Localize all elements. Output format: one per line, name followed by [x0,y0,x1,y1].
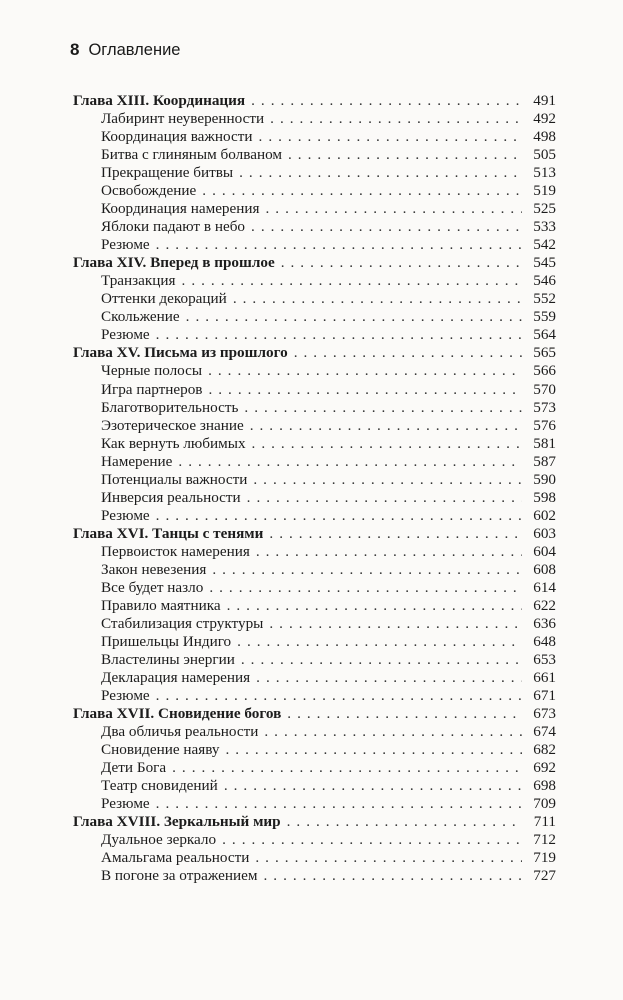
dot-leader [178,453,522,471]
entry-title: Освобождение [101,182,197,200]
toc-entry-row [73,110,556,128]
toc-entry-row [73,146,556,164]
toc-chapter-row [73,705,556,723]
toc-entry-row [73,128,556,146]
page-ref: 546 [533,272,556,290]
dot-leader [252,435,522,453]
page-ref: 519 [533,182,556,200]
dot-leader [247,489,522,507]
toc-entry-row [73,741,556,759]
page-ref: 682 [533,741,556,759]
dot-leader [259,128,522,146]
entry-title: Эзотерическое знание [101,416,244,434]
toc-entry-row [73,182,556,200]
toc-entry-row [73,759,556,777]
entry-title: Первоисток намерения [101,542,250,560]
table-of-contents [73,92,556,885]
page-ref: 604 [533,542,556,560]
toc-chapter-row [73,525,556,543]
dot-leader [251,92,522,110]
dot-leader [239,164,522,182]
toc-entry-row [73,849,556,867]
toc-chapter-row [73,344,556,362]
page-ref: 622 [533,596,556,614]
entry-title: Декларация намерения [101,669,251,686]
entry-title: Властелины энергии [101,650,235,668]
entry-title: Резюме [101,687,150,705]
page-ref: 576 [533,416,556,434]
dot-leader [288,146,522,164]
entry-title: Прекращение битвы [101,164,234,182]
page-ref: 648 [533,632,556,650]
chapter-title: Глава XIV. Вперед в прошлое [73,254,275,272]
dot-leader [269,615,522,633]
toc-entry-row [73,507,556,525]
toc-entry-row [73,290,556,308]
page-ref: 533 [533,218,556,236]
chapter-title: Глава XVII. Сновидение богов [73,705,282,723]
entry-title: Транзакция [101,272,176,290]
toc-entry-row [73,633,556,651]
section-title: Оглавление [88,41,181,59]
entry-title: Как вернуть любимых [101,434,246,452]
page-ref: 505 [533,146,556,164]
dot-leader [264,867,523,885]
dot-leader [250,417,522,435]
page-ref: 525 [533,200,556,218]
entry-title: Резюме [101,236,150,254]
entry-title: Стабилизация структуры [101,614,264,632]
dot-leader [281,254,522,272]
entry-title: Театр сновидений [101,777,218,795]
dot-leader [251,218,522,236]
entry-title: Скольжение [101,308,180,326]
toc-entry-row [73,579,556,597]
entry-title: Резюме [101,795,150,813]
toc-entry-row [73,453,556,471]
toc-chapter-row [73,813,556,831]
toc-entry-row [73,867,556,885]
page-ref: 570 [533,380,556,398]
dot-leader [264,723,522,741]
dot-leader [287,705,522,723]
toc-entry-row [73,435,556,453]
toc-chapter-row [73,254,556,272]
toc-entry-row [73,831,556,849]
entry-title: Резюме [101,506,150,524]
entry-title: Оттенки декораций [101,290,227,308]
entry-title: Амальгама реальности [101,849,250,867]
toc-entry-row [73,777,556,795]
page-ref: 614 [533,578,556,596]
entry-title: Инверсия реальности [101,488,241,506]
entry-title: Битва с глиняным болваном [101,146,283,164]
dot-leader [156,507,522,525]
page-ref: 573 [533,398,556,416]
page-ref: 661 [533,669,556,686]
toc-entry-row [73,687,556,705]
entry-title: Все будет назло [101,578,204,596]
page-ref: 608 [533,560,556,578]
dot-leader [256,669,522,687]
page-ref: 513 [533,164,556,182]
toc-entry-row [73,471,556,489]
chapter-title: Глава XIII. Координация [73,92,246,109]
page-ref: 545 [533,254,556,272]
toc-chapter-row [73,92,556,110]
dot-leader [241,651,522,669]
page-ref: 603 [533,524,556,542]
entry-title: Лабиринт неуверенности [101,110,265,128]
entry-title: Игра партнеров [101,380,203,398]
dot-leader [287,813,522,831]
entry-title: Потенциалы важности [101,470,248,488]
page-ref: 542 [533,236,556,254]
entry-title: Пришельцы Индиго [101,632,232,650]
entry-title: Координация намерения [101,200,260,218]
toc-entry-row [73,399,556,417]
chapter-title: Глава XV. Письма из прошлого [73,344,288,362]
entry-title: В погоне за отражением [101,867,258,885]
dot-leader [202,182,522,200]
entry-title: Два обличья реальности [101,723,259,741]
toc-entry-row [73,236,556,254]
dot-leader [226,741,522,759]
dot-leader [255,849,522,867]
page-ref: 673 [533,705,556,723]
toc-entry-row [73,164,556,182]
page-ref: 498 [533,128,556,146]
toc-entry-row [73,326,556,344]
page-ref: 709 [533,795,556,813]
dot-leader [253,471,522,489]
toc-entry-row [73,597,556,615]
dot-leader [212,561,522,579]
toc-entry-row [73,543,556,561]
entry-title: Закон невезения [101,560,207,578]
page-ref: 565 [533,344,556,362]
chapter-title: Глава XVI. Танцы с тенями [73,524,264,542]
page-ref: 566 [533,362,556,380]
dot-leader [182,272,522,290]
dot-leader [294,344,522,362]
dot-leader [227,597,522,615]
entry-title: Резюме [101,326,150,344]
entry-title: Координация важности [101,128,253,146]
entry-title: Яблоки падают в небо [101,218,246,236]
page-ref: 674 [533,723,556,741]
toc-entry-row [73,218,556,236]
dot-leader [233,290,522,308]
toc-entry-row [73,795,556,813]
entry-title: Дуальное зеркало [101,831,217,849]
toc-entry-row [73,723,556,741]
toc-entry-row [73,308,556,326]
entry-title: Черные полосы [101,362,203,380]
dot-leader [224,777,522,795]
page-ref: 587 [533,452,556,470]
entry-title: Намерение [101,452,173,470]
page-ref: 692 [533,759,556,777]
dot-leader [270,110,522,128]
page-ref: 564 [533,326,556,344]
dot-leader [156,326,522,344]
dot-leader [156,687,522,705]
page-ref: 653 [533,650,556,668]
toc-entry-row [73,561,556,579]
page-ref: 590 [533,470,556,488]
dot-leader [266,200,522,218]
dot-leader [172,759,522,777]
dot-leader [156,236,522,254]
entry-title: Дети Бога [101,759,167,777]
page-ref: 711 [533,813,556,831]
page-ref: 602 [533,506,556,524]
dot-leader [209,579,522,597]
page-ref: 712 [533,831,556,849]
page-ref: 719 [533,849,556,867]
page-ref: 581 [533,434,556,452]
dot-leader [156,795,522,813]
dot-leader [244,399,522,417]
page-number: 8 [70,40,80,59]
running-header [70,40,180,60]
entry-title: Правило маятника [101,596,221,614]
page-ref: 598 [533,488,556,506]
toc-entry-row [73,615,556,633]
toc-entry-row [73,381,556,399]
chapter-title: Глава XVIII. Зеркальный мир [73,813,281,831]
dot-leader [208,362,522,380]
toc-entry-row [73,362,556,380]
toc-entry-row [73,489,556,507]
toc-entry-row [73,272,556,290]
toc-entry-row [73,651,556,669]
dot-leader [269,525,522,543]
toc-entry-row [73,200,556,218]
page-ref: 636 [533,614,556,632]
dot-leader [222,831,522,849]
dot-leader [208,381,522,399]
page-ref: 727 [533,867,556,885]
dot-leader [256,543,522,561]
page-ref: 671 [533,687,556,705]
dot-leader [186,308,522,326]
page-ref: 491 [533,92,556,109]
dot-leader [237,633,522,651]
toc-entry-row [73,669,556,687]
toc-entry-row [73,417,556,435]
page-ref: 698 [533,777,556,795]
page-ref: 559 [533,308,556,326]
page-ref: 552 [533,290,556,308]
entry-title: Благотворительность [101,398,239,416]
page-ref: 492 [533,110,556,128]
entry-title: Сновидение наяву [101,741,220,759]
